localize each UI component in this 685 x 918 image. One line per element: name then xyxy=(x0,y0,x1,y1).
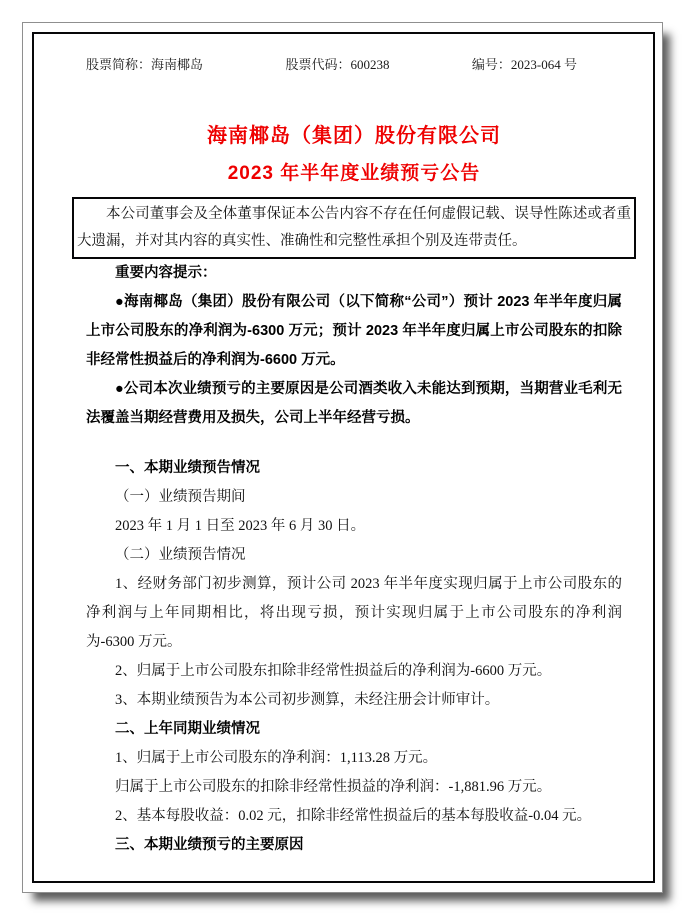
paragraph: （二）业绩预告情况 xyxy=(115,547,246,563)
section-heading-2: 二、上年同期业绩情况 xyxy=(115,721,260,737)
document-body xyxy=(86,259,622,860)
paragraph: 归属于上市公司股东的扣除非经常性损益的净利润：-1,881.96 万元。 xyxy=(115,779,552,795)
paragraph: 1、归属于上市公司股东的净利润：1,113.28 万元。 xyxy=(115,750,438,766)
paragraph: 1、经财务部门初步测算，预计公司 2023 年半年度实现归属于上市公司股东的净利润与上年同期相比，将出现亏损，预计实现归属于上市公司股东的净利润为-6300 万元。 xyxy=(86,576,622,650)
document-header xyxy=(86,57,622,73)
important-bullet-2: ●公司本次业绩预亏的主要原因是公司酒类收入未能达到预期，当期营业毛利无法覆盖当期经营费用及损失，公司上半年经营亏损。 xyxy=(86,381,622,426)
company-title: 海南椰岛（集团）股份有限公司 xyxy=(207,125,501,147)
announcement-number: 编号：2023-064 号 xyxy=(471,57,577,72)
stock-short-name: 股票简称：海南椰岛 xyxy=(86,57,204,72)
document-frame-border xyxy=(32,32,655,883)
document-page xyxy=(22,22,663,893)
announcement-title: 2023 年半年度业绩预亏公告 xyxy=(227,163,481,184)
important-bullet-1: ●海南椰岛（集团）股份有限公司（以下简称“公司”）预计 2023 年半年度归属上市公司股东的净利润为-6300 万元；预计 2023 年半年度归属上市公司股东的扣除非经常性损益后的净利润为-6600 万元。 xyxy=(86,294,622,368)
paragraph: 2023 年 1 月 1 日至 2023 年 6 月 30 日。 xyxy=(115,518,366,534)
section-heading-1: 一、本期业绩预告情况 xyxy=(115,460,260,476)
paragraph: 2、归属于上市公司股东扣除非经常性损益后的净利润为-6600 万元。 xyxy=(115,663,552,679)
paragraph: 2、基本每股收益：0.02 元，扣除非经常性损益后的基本每股收益-0.04 元。 xyxy=(115,808,592,824)
document-content xyxy=(34,34,653,881)
paragraph: 3、本期业绩预告为本公司初步测算，未经注册会计师审计。 xyxy=(115,692,500,708)
section-heading-3: 三、本期业绩预亏的主要原因 xyxy=(115,837,304,853)
important-notice-heading: 重要内容提示： xyxy=(115,265,217,281)
disclaimer-box xyxy=(72,197,636,259)
stock-code: 股票代码：600238 xyxy=(285,57,390,72)
paragraph: （一）业绩预告期间 xyxy=(115,489,246,505)
disclaimer-text: 本公司董事会及全体董事保证本公告内容不存在任何虚假记载、误导性陈述或者重大遗漏，并对其内容的真实性、准确性和完整性承担个别及连带责任。 xyxy=(77,206,631,249)
